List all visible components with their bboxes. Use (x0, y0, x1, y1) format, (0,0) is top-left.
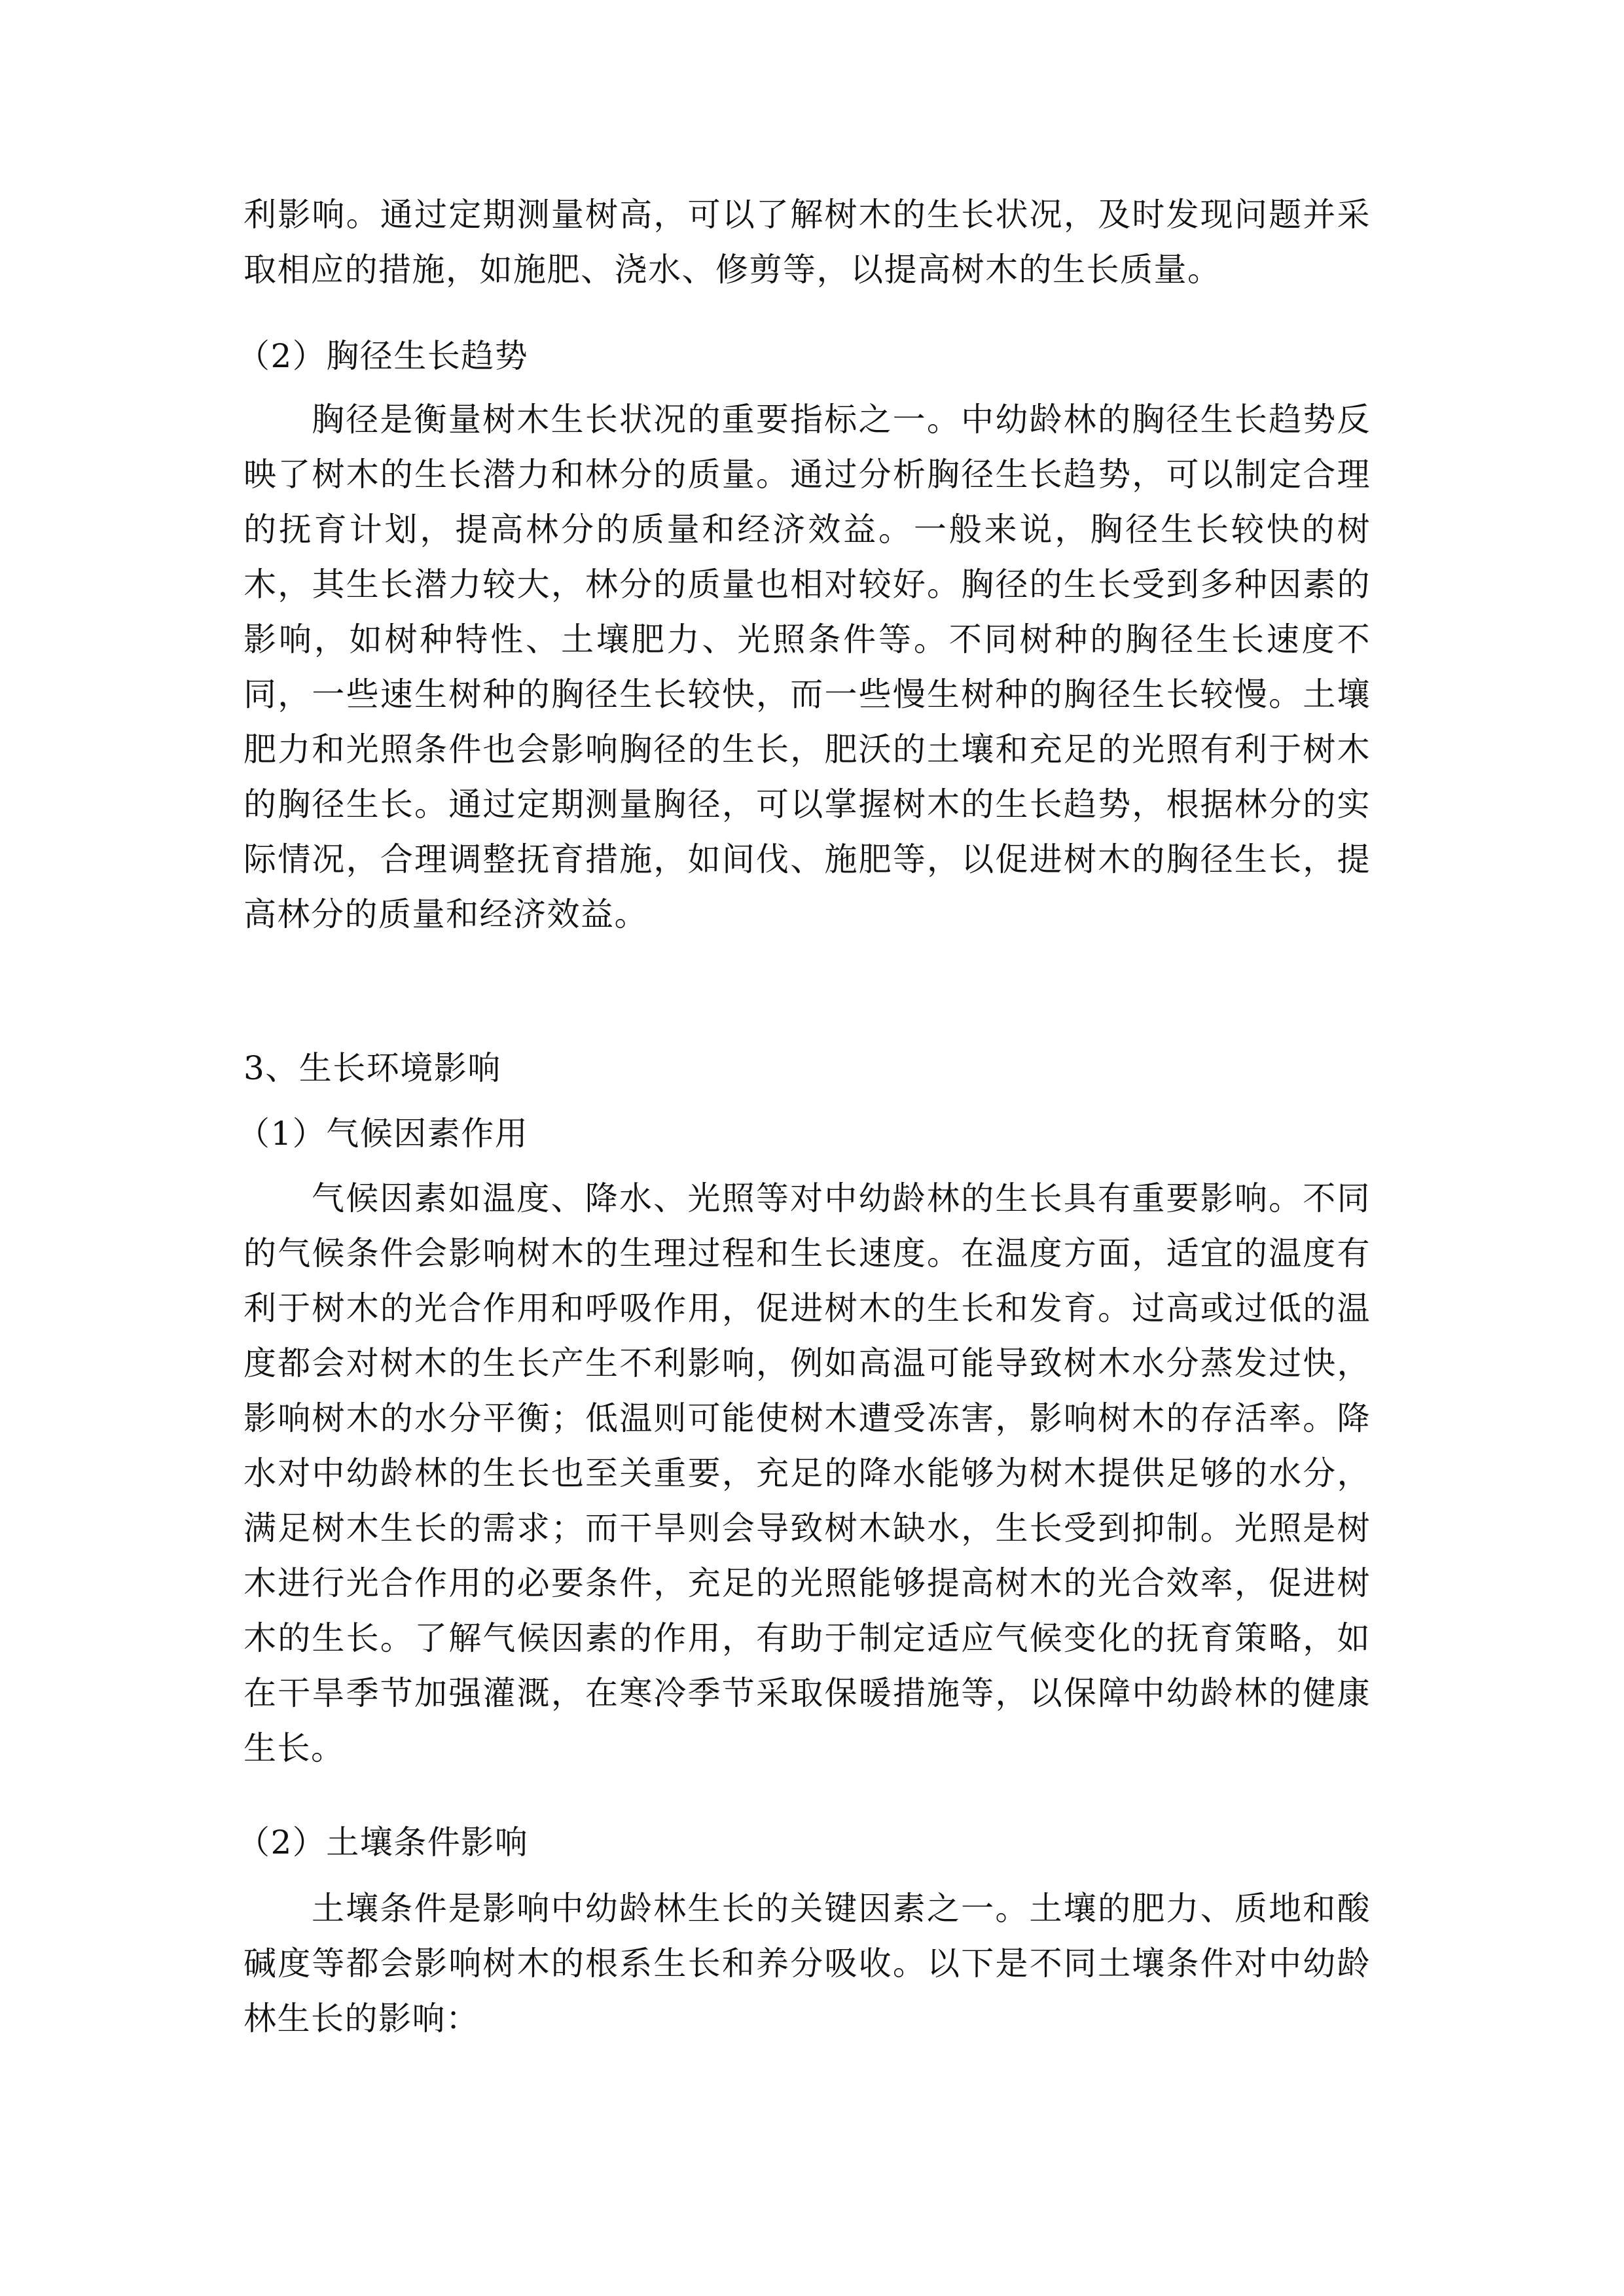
paragraph-climate: 气候因素如温度、降水、光照等对中幼龄林的生长具有重要影响。不同的气候条件会影响树木的生理过程和生长速度。在温度方面，适宜的温度有利于树木的光合作用和呼吸作用，促进树木的生长和发育。过高或过低的温度都会对树木的生长产生不利影响，例如高温可能导致树木水分蒸发过快，影响树木的水分平衡；低温则可能使树木遭受冻害，影响树木的存活率。降水对中幼龄林的生长也至关重要，充足的降水能够为树木提供足够的水分，满足树木生长的需求；而干旱则会导致树木缺水，生长受到抑制。光照是树木进行光合作用的必要条件，充足的光照能够提高树木的光合效率，促进树木的生长。了解气候因素的作用，有助于制定适应气候变化的抚育策略，如在干旱季节加强灌溉，在寒冷季节采取保暖措施等，以保障中幼龄林的健康生长。 (244, 1179, 1371, 1767)
paragraph-dbh: 胸径是衡量树木生长状况的重要指标之一。中幼龄林的胸径生长趋势反映了树木的生长潜力和林分的质量。通过分析胸径生长趋势，可以制定合理的抚育计划，提高林分的质量和经济效益。一般来说，胸径生长较快的树木，其生长潜力较大，林分的质量也相对较好。胸径的生长受到多种因素的影响，如树种特性、土壤肥力、光照条件等。不同树种的胸径生长速度不同，一些速生树种的胸径生长较快，而一些慢生树种的胸径生长较慢。土壤肥力和光照条件也会影响胸径的生长，肥沃的土壤和充足的光照有利于树木的胸径生长。通过定期测量胸径，可以掌握树木的生长趋势，根据林分的实际情况，合理调整抚育措施，如间伐、施肥等，以促进树木的胸径生长，提高林分的质量和经济效益。 (244, 401, 1371, 933)
section-environment: 3、生长环境影响 (244, 1049, 501, 1087)
heading-climate: （1）气候因素作用 (237, 1115, 529, 1153)
heading-dbh-trend: （2）胸径生长趋势 (237, 337, 529, 375)
continued-paragraph: 利影响。通过定期测量树高，可以了解树木的生长状况，及时发现问题并采取相应的措施，如施肥、浇水、修剪等，以提高树木的生长质量。 (244, 196, 1371, 289)
paragraph-soil: 土壤条件是影响中幼龄林生长的关键因素之一。土壤的肥力、质地和酸碱度等都会影响树木的根系生长和养分吸收。以下是不同土壤条件对中幼龄林生长的影响： (244, 1890, 1371, 2037)
heading-soil: （2）土壤条件影响 (237, 1823, 529, 1861)
